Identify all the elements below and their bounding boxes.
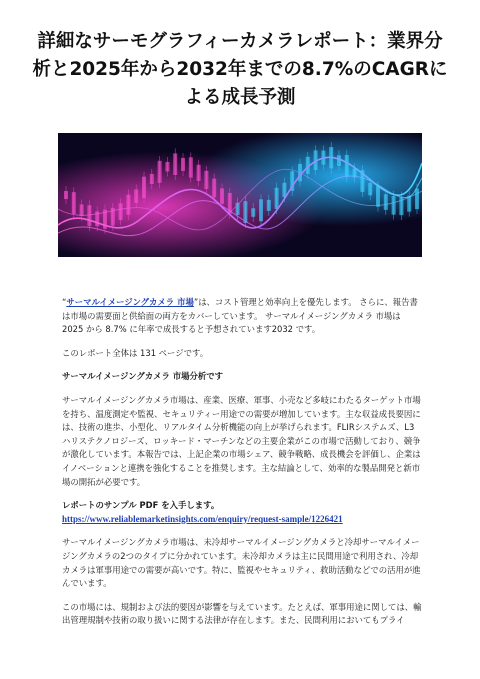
intro-paragraph: “サーマルイメージングカメラ 市場”は、コスト管理と効率向上を優先します。 さらに、報告書は市場の需要面と供給面の両方をカバーしています。 サーマルイメージングカメラ 市場は 2025 から 8.7% に年率で成長すると予想されています2032 です。 [62, 297, 418, 335]
banner-image [58, 133, 422, 257]
sample-label: レポートのサンプル PDF を入手します。 [62, 500, 220, 511]
market-link[interactable]: サーマルイメージングカメラ 市場 [66, 297, 194, 307]
analysis-heading: サーマルイメージングカメラ 市場分析です [62, 371, 223, 382]
sample-request [62, 499, 422, 526]
types-paragraph: サーマルイメージングカメラ市場は、未冷却サーマルイメージングカメラと冷却サーマルイメージングカメラの2つのタイプに分かれています。未冷却カメラは主に民間用途で利用され、冷却カメラは軍事用途での需要が高いです。特に、監視やセキュリティ、救助活動などでの活用が進んでいます。 [62, 537, 421, 589]
sample-link[interactable]: https://www.reliablemarketinsights.com/enquiry/request-sample/1226421 [62, 513, 343, 524]
regulation-paragraph: この市場には、規制および法的要因が影響を与えています。たとえば、軍事用途に関しては、輸出管理規制や技術の取り扱いに関する法律が存在します。また、民間利用においてもプライ [62, 601, 422, 626]
analysis-paragraph: サーマルイメージングカメラ市場は、産業、医療、軍事、小売など多岐にわたるターゲット市場を持ち、温度測定や監視、セキュリティー用途での需要が増加しています。主な収益成長要因には、技術の進歩、小型化、リアルタイム分析機能の向上が挙げられます。FLIRシステムズ、L3ハリステクノロジーズ、ロッキード・マーチンなどの主要企業がこの市場で活動しており、競争が激化しています。本報告では、上記企業の市場シェア、競争戦略、成長機会を評価し、企業はイノベーションと連携を強化することを推奨します。主な結論として、効率的な製品開発と新市場の開拓が必要です。 [62, 394, 421, 487]
page-title: 詳細なサーモグラフィーカメラレポート：業界分析と2025年から2032年までの8.7%のCAGRによる成長予測 [32, 31, 448, 108]
page-count-note: このレポート全体は 131 ページです。 [62, 347, 209, 358]
